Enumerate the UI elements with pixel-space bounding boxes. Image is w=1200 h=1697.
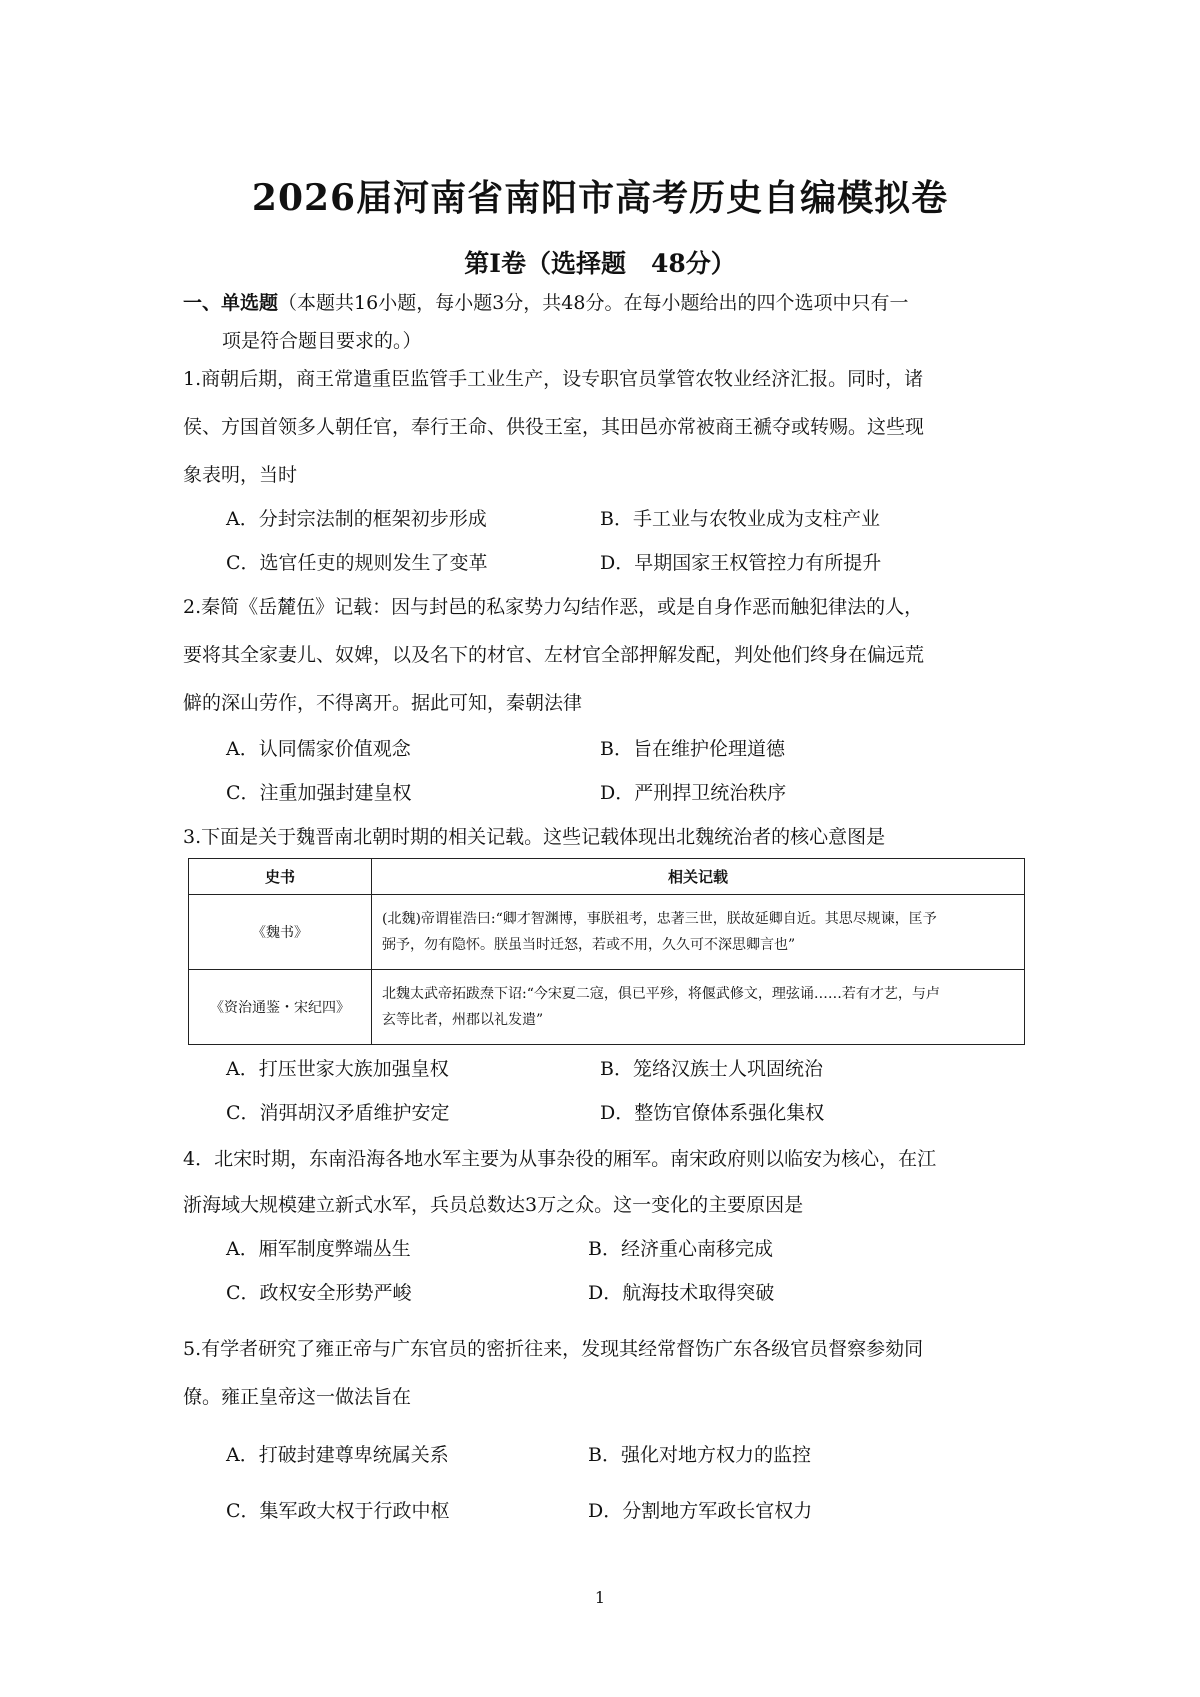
q2-option-c[interactable]: C．注重加强封建皇权 xyxy=(226,782,412,804)
exam-title: 2026届河南省南阳市高考历史自编模拟卷 xyxy=(251,177,949,219)
table-row xyxy=(189,895,1025,970)
table-header-record: 相关记载 xyxy=(372,859,1025,895)
q1-option-b[interactable]: B．手工业与农牧业成为支柱产业 xyxy=(600,508,880,530)
record-line: 弼予，勿有隐怀。朕虽当时迁怒，若或不用，久久可不深思卿言也” xyxy=(382,937,796,953)
instructions-text: （本题共16小题，每小题3分，共48分。在每小题给出的四个选项中只有一 xyxy=(278,292,909,314)
q3-option-b[interactable]: B．笼络汉族士人巩固统治 xyxy=(600,1058,823,1080)
q1-option-d[interactable]: D．早期国家王权管控力有所提升 xyxy=(600,552,882,574)
table-cell-record xyxy=(372,970,1025,1045)
record-line: (北魏)帝谓崔浩曰:“卿才智渊博，事朕祖考，忠著三世，朕故延卿自近。其思尽规谏，匡予 xyxy=(382,911,937,927)
q3-option-d[interactable]: D．整饬官僚体系强化集权 xyxy=(600,1102,825,1124)
q3-option-c[interactable]: C．消弭胡汉矛盾维护安定 xyxy=(226,1102,450,1124)
table-header-source: 史书 xyxy=(189,859,372,895)
table-cell-source: 《魏书》 xyxy=(189,895,372,970)
q4-option-a[interactable]: A．厢军制度弊端丛生 xyxy=(226,1238,411,1260)
q5-option-b[interactable]: B．强化对地方权力的监控 xyxy=(588,1444,811,1466)
q4-line: 4．北宋时期，东南沿海各地水军主要为从事杂役的厢军。南宋政府则以临安为核心，在江 xyxy=(183,1148,937,1170)
q1-option-c[interactable]: C．选官任吏的规则发生了变革 xyxy=(226,552,488,574)
q5-option-d[interactable]: D．分割地方军政长官权力 xyxy=(588,1500,813,1522)
q5-option-a[interactable]: A．打破封建尊卑统属关系 xyxy=(226,1444,449,1466)
table-row xyxy=(189,970,1025,1045)
q1-line: 象表明，当时 xyxy=(183,464,298,486)
q5-option-c[interactable]: C．集军政大权于行政中枢 xyxy=(226,1500,450,1522)
q1-line: 侯、方国首领多人朝任官，奉行王命、供役王室，其田邑亦常被商王褫夺或转赐。这些现 xyxy=(183,416,925,438)
section-title: 第Ⅰ卷（选择题 48分） xyxy=(464,249,736,278)
record-line: 玄等比者，州郡以礼发遣” xyxy=(382,1012,544,1028)
q1-line: 1.商朝后期，商王常遣重臣监管手工业生产，设专职官员掌管农牧业经济汇报。同时，诸 xyxy=(183,368,924,390)
q4-option-b[interactable]: B．经济重心南移完成 xyxy=(588,1238,773,1260)
q5-line: 僚。雍正皇帝这一做法旨在 xyxy=(183,1386,412,1408)
q5-line: 5.有学者研究了雍正帝与广东官员的密折往来，发现其经常督饬广东各级官员督察参劾同 xyxy=(183,1338,924,1360)
table-cell-record xyxy=(372,895,1025,970)
instructions-line-1 xyxy=(183,288,908,315)
q3-line: 3.下面是关于魏晋南北朝时期的相关记载。这些记载体现出北魏统治者的核心意图是 xyxy=(183,826,886,848)
q4-option-c[interactable]: C．政权安全形势严峻 xyxy=(226,1282,412,1304)
page-number: 1 xyxy=(594,1588,606,1607)
records-table xyxy=(188,858,1025,1045)
q4-option-d[interactable]: D．航海技术取得突破 xyxy=(588,1282,775,1304)
question-type-label: 一、单选题 xyxy=(183,292,279,314)
q2-line: 僻的深山劳作，不得离开。据此可知，秦朝法律 xyxy=(183,692,583,714)
table-cell-source: 《资治通鉴・宋纪四》 xyxy=(189,970,372,1045)
q2-line: 2.秦简《岳麓伍》记载：因与封邑的私家势力勾结作恶，或是自身作恶而触犯律法的人， xyxy=(183,596,924,618)
q2-option-d[interactable]: D．严刑捍卫统治秩序 xyxy=(600,782,787,804)
q2-option-b[interactable]: B．旨在维护伦理道德 xyxy=(600,738,785,760)
q2-line: 要将其全家妻儿、奴婢，以及名下的材官、左材官全部押解发配，判处他们终身在偏远荒 xyxy=(183,644,925,666)
q1-option-a[interactable]: A．分封宗法制的框架初步形成 xyxy=(226,508,487,530)
instructions-line-2: 项是符合题目要求的。） xyxy=(222,330,422,352)
q2-option-a[interactable]: A．认同儒家价值观念 xyxy=(226,738,411,760)
record-line: 北魏太武帝拓跋焘下诏:“今宋夏二寇，俱已平殄，将偃武修文，理弦诵……若有才艺，与卢 xyxy=(382,986,940,1002)
table-header-row xyxy=(189,859,1025,895)
q3-option-a[interactable]: A．打压世家大族加强皇权 xyxy=(226,1058,449,1080)
q4-line: 浙海域大规模建立新式水军，兵员总数达3万之众。这一变化的主要原因是 xyxy=(183,1194,804,1216)
